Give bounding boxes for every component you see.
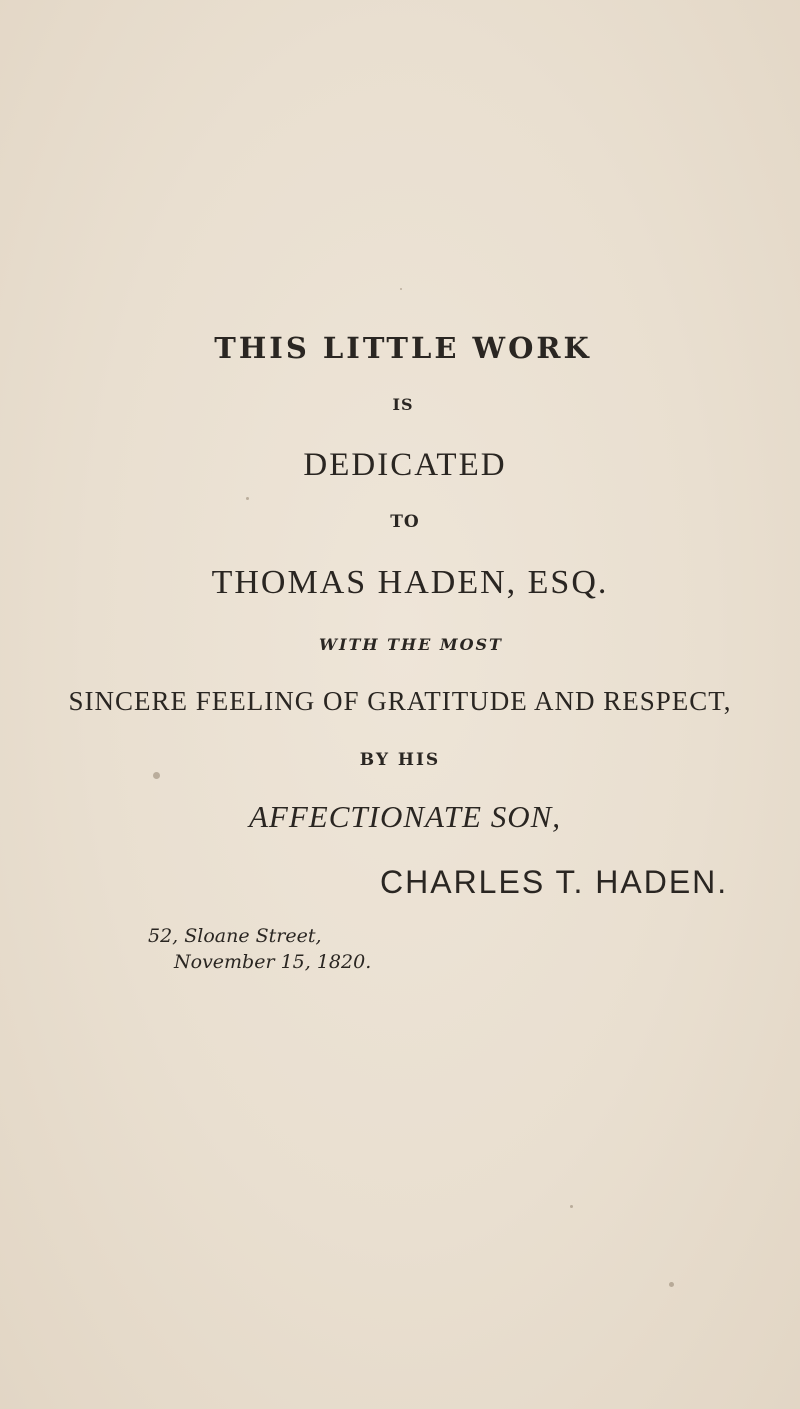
dedication-line-gratitude: SINCERE FEELING OF GRATITUDE AND RESPECT, <box>68 686 732 716</box>
paper-speck <box>570 1205 573 1208</box>
paper-speck <box>153 772 160 779</box>
dedicatee-name: THOMAS HADEN, ESQ. <box>211 564 609 601</box>
author-signature: CHARLES T. HADEN. <box>380 864 729 900</box>
paper-speck <box>669 1282 674 1287</box>
dedication-line-to: TO <box>390 512 420 532</box>
dedication-line-this-little-work: THIS LITTLE WORK <box>214 331 592 365</box>
dedication-line-with-the-most: WITH THE MOST <box>319 635 503 654</box>
dedication-line-by-his: BY HIS <box>359 750 441 770</box>
dedication-line-dedicated: DEDICATED <box>303 447 507 483</box>
paper-speck <box>400 288 402 290</box>
dedication-line-affectionate-son: AFFECTIONATE SON, <box>248 799 562 834</box>
paper-speck <box>246 497 249 500</box>
dedication-line-is: IS <box>392 395 414 414</box>
address-street: 52, Sloane Street, <box>148 925 322 947</box>
address-date: November 15, 1820. <box>174 951 372 973</box>
